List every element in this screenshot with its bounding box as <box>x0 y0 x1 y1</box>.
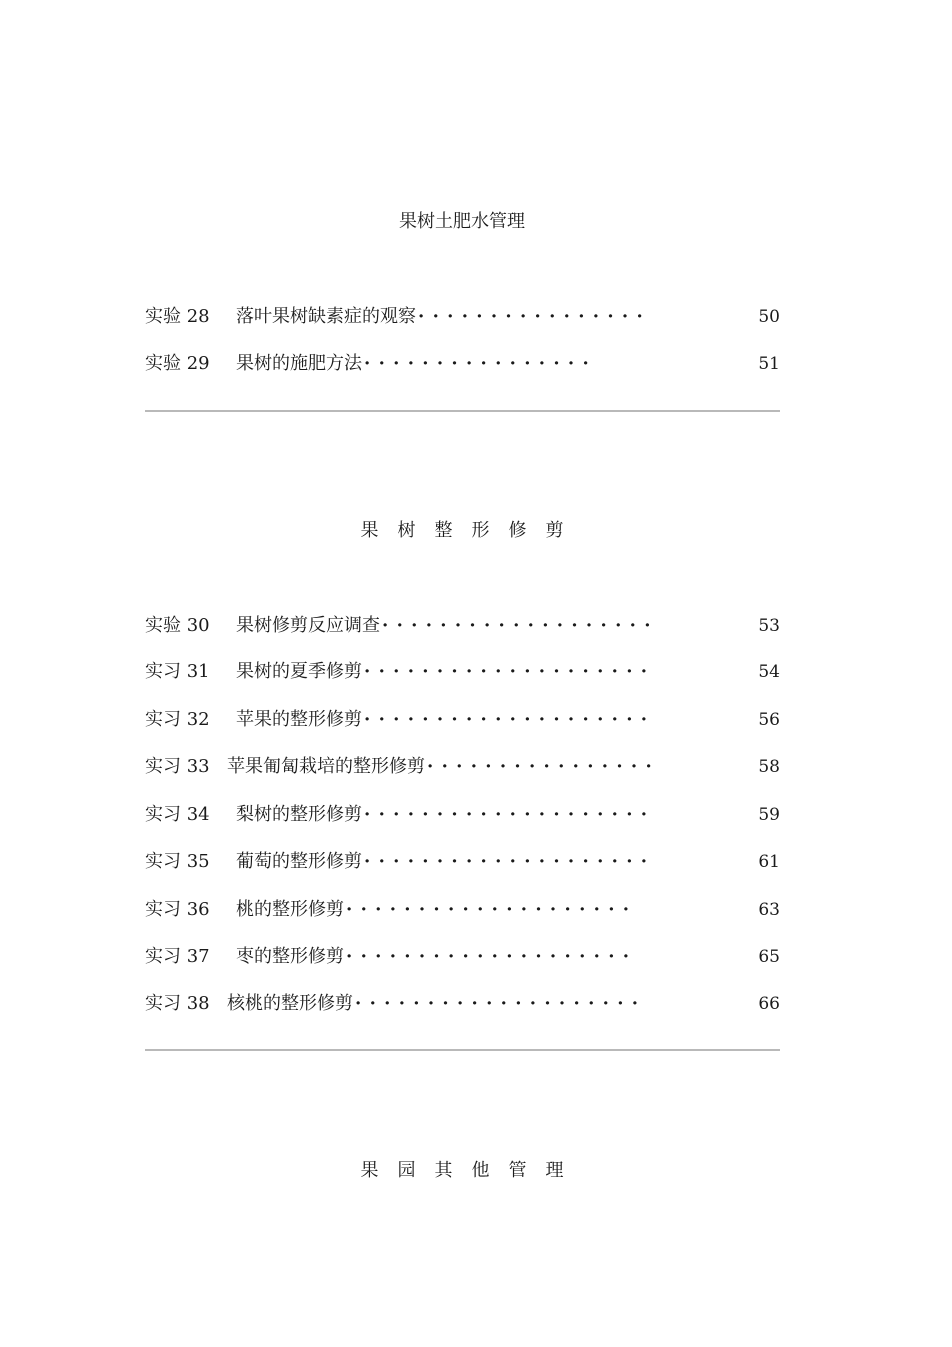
toc-entry[interactable] <box>145 755 780 779</box>
toc-dot-leader: ···················· <box>364 709 656 730</box>
toc-entry-title-wrap <box>236 305 651 329</box>
toc-entry-label: 实验 29 <box>145 353 210 374</box>
toc-entry-title: 梨树的整形修剪 <box>236 804 362 825</box>
section-divider <box>145 410 780 412</box>
toc-entry-title: 核桃的整形修剪 <box>227 993 353 1014</box>
toc-dot-leader: ···················· <box>346 899 638 920</box>
toc-entry[interactable] <box>145 614 780 638</box>
toc-entry-label: 实习 35 <box>145 851 210 872</box>
toc-entry-page-number: 61 <box>758 852 780 872</box>
toc-dot-leader: ················ <box>364 353 598 374</box>
toc-entry[interactable] <box>145 305 780 329</box>
toc-entry-title: 苹果的整形修剪 <box>236 709 362 730</box>
toc-dot-leader: ···················· <box>355 993 647 1014</box>
toc-entry-label: 实习 38 <box>145 993 210 1014</box>
toc-entry[interactable] <box>145 803 780 827</box>
toc-entry-title-wrap <box>236 614 659 638</box>
toc-entry-title: 枣的整形修剪 <box>236 946 344 967</box>
toc-entry-title: 桃的整形修剪 <box>236 899 344 920</box>
toc-entry-title-wrap <box>236 850 655 874</box>
toc-entry-title-wrap <box>236 803 655 827</box>
toc-entry-page-number: 65 <box>758 947 780 967</box>
toc-entry-label: 实习 32 <box>145 709 210 730</box>
toc-dot-leader: ···················· <box>364 804 656 825</box>
toc-entry[interactable] <box>145 352 780 376</box>
toc-entry-label: 实习 31 <box>145 661 210 682</box>
toc-entry[interactable] <box>145 992 780 1016</box>
section-heading-pruning: 果树整形修剪 <box>360 520 583 541</box>
section-heading-other-management: 果园其他管理 <box>360 1160 583 1181</box>
toc-dot-leader: ················ <box>427 756 661 777</box>
toc-entry-title-wrap <box>236 945 637 969</box>
toc-entry-label: 实验 30 <box>145 615 210 636</box>
toc-entry-title: 果树的夏季修剪 <box>236 661 362 682</box>
toc-entry-label: 实验 28 <box>145 306 210 327</box>
toc-dot-leader: ················ <box>418 306 652 327</box>
section-divider <box>145 1049 780 1051</box>
toc-entry-page-number: 56 <box>758 710 780 730</box>
toc-entry-page-number: 58 <box>758 757 780 777</box>
toc-entry-label: 实习 37 <box>145 946 210 967</box>
toc-entry-title-wrap <box>227 992 646 1016</box>
toc-entry-page-number: 53 <box>758 616 780 636</box>
toc-entry-title: 果树修剪反应调查 <box>236 615 380 636</box>
toc-entry-label: 实习 36 <box>145 899 210 920</box>
toc-entry-title: 苹果匍匐栽培的整形修剪 <box>227 756 425 777</box>
toc-entry-title: 葡萄的整形修剪 <box>236 851 362 872</box>
toc-entry-label: 实习 34 <box>145 804 210 825</box>
toc-entry-title: 果树的施肥方法 <box>236 353 362 374</box>
toc-entry-title: 落叶果树缺素症的观察 <box>236 306 416 327</box>
toc-dot-leader: ···················· <box>364 661 656 682</box>
toc-entry-page-number: 59 <box>758 805 780 825</box>
toc-entry-title-wrap <box>236 352 597 376</box>
section-heading-soil-fertilizer-water: 果树土肥水管理 <box>399 211 525 232</box>
toc-entry[interactable] <box>145 850 780 874</box>
toc-entry-title-wrap <box>236 898 637 922</box>
toc-entry-title-wrap <box>227 755 660 779</box>
toc-entry-title-wrap <box>236 660 655 684</box>
toc-entry[interactable] <box>145 660 780 684</box>
toc-entry-page-number: 51 <box>758 354 780 374</box>
toc-dot-leader: ···················· <box>346 946 638 967</box>
toc-entry[interactable] <box>145 945 780 969</box>
toc-entry-page-number: 54 <box>758 662 780 682</box>
toc-entry[interactable] <box>145 708 780 732</box>
toc-dot-leader: ··················· <box>382 615 659 636</box>
toc-entry-page-number: 66 <box>758 994 780 1014</box>
toc-entry-title-wrap <box>236 708 655 732</box>
toc-entry-label: 实习 33 <box>145 756 210 777</box>
toc-entry[interactable] <box>145 898 780 922</box>
toc-entry-page-number: 50 <box>758 307 780 327</box>
toc-dot-leader: ···················· <box>364 851 656 872</box>
toc-entry-page-number: 63 <box>758 900 780 920</box>
